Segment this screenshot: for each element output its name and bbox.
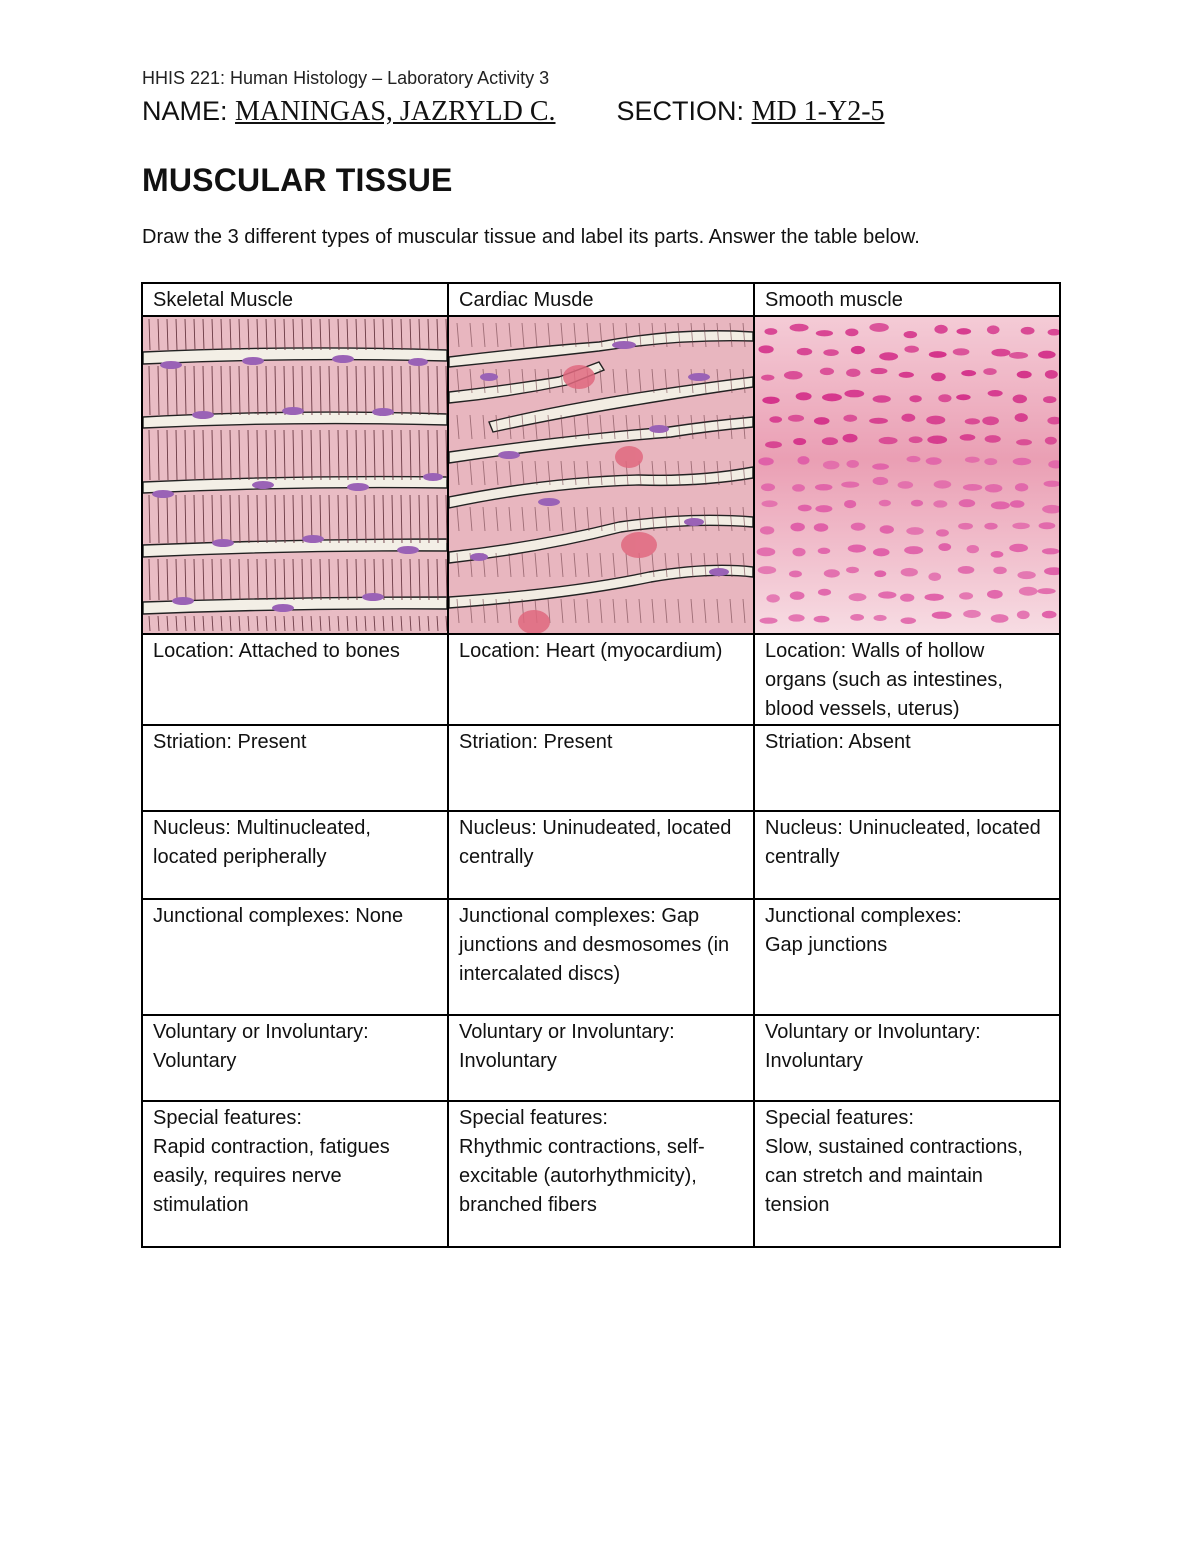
voluntary-cardiac: Voluntary or Involuntary: Involuntary <box>448 1015 754 1101</box>
muscle-table <box>141 282 1061 1248</box>
voluntary-skeletal: Voluntary or Involuntary: Voluntary <box>142 1015 448 1101</box>
location-cardiac: Location: Heart (myocardium) <box>448 634 754 725</box>
instructions: Draw the 3 different types of muscular tissue and label its parts. Answer the table below. <box>142 226 920 248</box>
header-cell-cardiac: Cardiac Musde <box>448 283 754 316</box>
section-label: SECTION: <box>616 96 745 126</box>
skeletal-drawing-cell <box>142 316 448 634</box>
header-cell-smooth: Smooth muscle <box>754 283 1060 316</box>
header-cell-skeletal: Skeletal Muscle <box>142 283 448 316</box>
junctional-cardiac: Junctional complexes: Gap junctions and desmosomes (in intercalated discs) <box>448 899 754 1015</box>
striation-cardiac: Striation: Present <box>448 725 754 811</box>
nucleus-cardiac: Nucleus: Uninudeated, located centrally <box>448 811 754 899</box>
section-value: MD 1-Y2-5 <box>751 96 885 127</box>
striation-skeletal: Striation: Present <box>142 725 448 811</box>
cardiac-muscle-drawing-icon <box>449 317 753 633</box>
nucleus-smooth: Nucleus: Uninucleated, located centrally <box>754 811 1060 899</box>
course-header: HHIS 221: Human Histology – Laboratory Activity 3 <box>142 68 550 88</box>
page-title: MUSCULAR TISSUE <box>142 162 453 198</box>
striation-smooth: Striation: Absent <box>754 725 1060 811</box>
special-cardiac: Special features: Rhythmic contractions, self-excitable (autorhythmicity), branched fibers <box>448 1101 754 1247</box>
name-section-line <box>142 96 885 128</box>
junctional-smooth: Junctional complexes: Gap junctions <box>754 899 1060 1015</box>
special-smooth: Special features: Slow, sustained contractions, can stretch and maintain tension <box>754 1101 1060 1247</box>
name-label: NAME: <box>142 96 228 126</box>
cardiac-drawing-cell <box>448 316 754 634</box>
nucleus-skeletal: Nucleus: Multinucleated, located peripherally <box>142 811 448 899</box>
voluntary-smooth: Voluntary or Involuntary: Involuntary <box>754 1015 1060 1101</box>
smooth-drawing-cell <box>754 316 1060 634</box>
junctional-skeletal: Junctional complexes: None <box>142 899 448 1015</box>
location-smooth: Location: Walls of hollow organs (such as intestines, blood vessels, uterus) <box>754 634 1060 725</box>
skeletal-muscle-drawing-icon <box>143 317 447 633</box>
smooth-muscle-drawing-icon <box>755 317 1059 633</box>
location-skeletal: Location: Attached to bones <box>142 634 448 725</box>
special-skeletal: Special features: Rapid contraction, fatigues easily, requires nerve stimulation <box>142 1101 448 1247</box>
name-value: MANINGAS, JAZRYLD C. <box>235 96 556 127</box>
